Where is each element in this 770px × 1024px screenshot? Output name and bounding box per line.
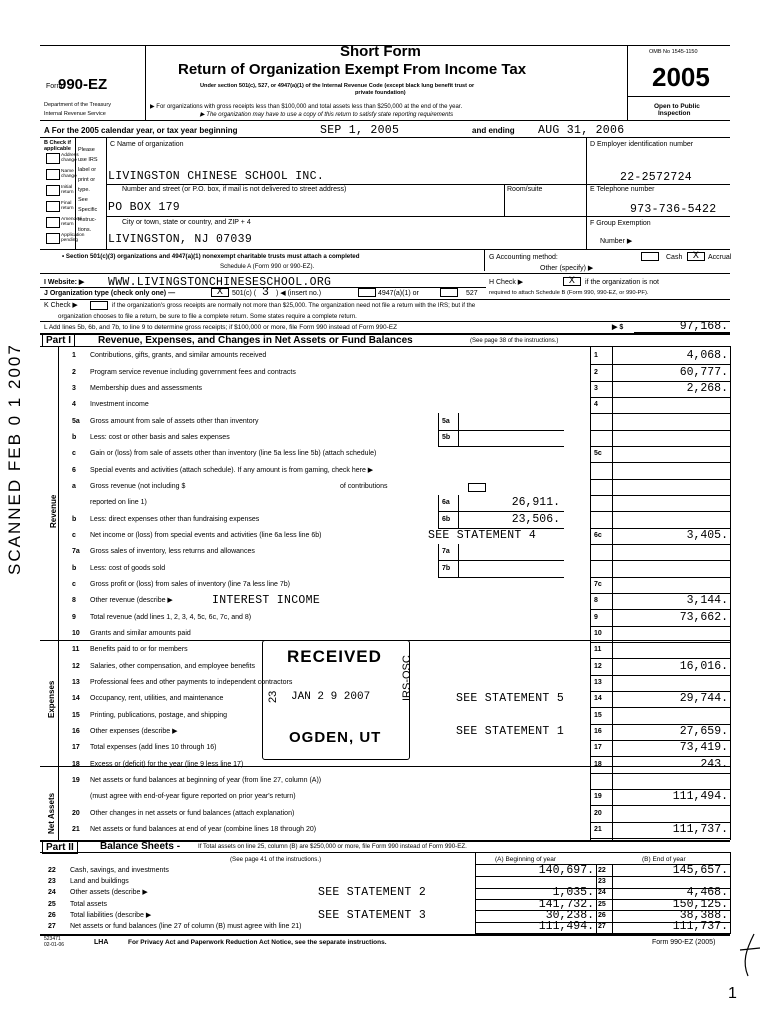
website-url: WWW.LIVINGSTONCHINESESCHOOL.ORG [108, 276, 332, 289]
schedule-b-checkbox[interactable]: X [563, 277, 581, 286]
sub-box-mid [458, 495, 459, 511]
sub-box-mid [458, 560, 459, 576]
received-side-2: 23 [267, 690, 279, 703]
subtitle-2: private foundation) [355, 90, 406, 96]
line-number: 11 [72, 646, 80, 654]
amount-rule [590, 626, 730, 627]
line-description: Investment income [90, 401, 149, 409]
line-number: 27 [48, 923, 56, 931]
line-number: 3 [72, 384, 76, 392]
received-stamp [262, 640, 413, 760]
b-checkbox[interactable] [46, 169, 60, 180]
line-number: b [72, 433, 77, 441]
line-number: 24 [48, 889, 56, 897]
statement-ref: SEE STATEMENT 2 [318, 886, 427, 900]
sub-box-mid [458, 544, 459, 560]
street-label: Number and street (or P.O. box, if mail is not delivered to street address) [122, 186, 347, 193]
527-checkbox[interactable] [440, 288, 458, 297]
line-description: Occupancy, rent, utilities, and maintenance [90, 695, 224, 703]
side-revenue: Revenue [49, 494, 58, 528]
column-number: 17 [594, 744, 602, 752]
amount-rule [590, 805, 730, 806]
sub-box-left [438, 511, 439, 527]
4947-label: 4947(a)(1) or [378, 290, 419, 297]
sub-box-left [438, 413, 439, 429]
sub-amount: 23,506. [511, 512, 560, 526]
threshold-note: ▶ For organizations with gross receipts less than $100,000 and total assets less than $250,000 at the end of the year. [150, 104, 463, 110]
b-checkbox[interactable] [46, 217, 60, 228]
statement-ref: SEE STATEMENT 4 [428, 528, 537, 542]
amount-rule [590, 430, 730, 431]
line-number: 4 [72, 401, 76, 409]
line-l-text: L Add lines 5b, 6b, and 7b, to line 9 to determine gross receipts; if $100,000 or more, file Form 990 instead of Form 990-EZ [44, 324, 398, 331]
received-date: JAN 2 9 2007 [291, 691, 371, 703]
part-1-title: Revenue, Expenses, and Changes in Net Assets or Fund Balances [98, 335, 413, 346]
line-description-2: of contributions [340, 482, 388, 490]
schedule-a-note: Schedule A (Form 990 or 990-EZ). [220, 263, 315, 270]
received-text: RECEIVED [287, 647, 382, 666]
scanned-stamp: SCANNED FEB 0 1 2007 [5, 343, 24, 575]
c-label: C Name of organization [110, 141, 184, 148]
amount-rule [590, 446, 730, 447]
beginning-amount: 30,238. [545, 909, 594, 922]
line-number: c [72, 531, 76, 539]
line-number: 18 [72, 760, 80, 768]
b-checkbox[interactable] [46, 185, 60, 196]
footer-code: 523471 02-01-06 [44, 936, 65, 948]
line-number: 1 [72, 352, 76, 360]
column-number: 10 [594, 629, 602, 637]
sub-box-left [438, 544, 439, 560]
part-2-note: If Total assets on line 25, column (B) are $250,000 or more, file Form 990 instead of Form 990-EZ. [198, 843, 467, 850]
insert-no: ) ◀ (insert no.) [276, 290, 322, 297]
line-description: Gross revenue (not including $ [90, 482, 186, 490]
column-number: 13 [594, 678, 602, 686]
column-number: 15 [594, 711, 602, 719]
b-item-label: Initial return [61, 185, 74, 195]
and-ending-label: and ending [472, 126, 515, 135]
tax-year-begin: SEP 1, 2005 [320, 124, 400, 137]
column-number: 22 [598, 866, 606, 874]
line-description: Benefits paid to or for members [90, 646, 188, 654]
line-description: Net income or (loss) from special events and activities (line 6a less line 6b) [90, 531, 322, 539]
line-number: 9 [72, 613, 76, 621]
line-number: 21 [72, 825, 80, 833]
phone: 973-736-5422 [630, 203, 717, 216]
line-amount: 2,268. [686, 381, 728, 395]
line-number: 22 [48, 866, 56, 874]
line-description: Net assets or fund balances (line 27 of column (B) must agree with line 21) [70, 923, 302, 931]
title-main: Return of Organization Exempt From Income Tax [178, 61, 527, 78]
form-name: 990-EZ [58, 76, 108, 93]
ein: 22-2572724 [620, 171, 693, 184]
part-1-label: Part I [42, 334, 75, 347]
column-number: 25 [598, 900, 606, 908]
line-number: a [72, 482, 76, 490]
col-b-header: (B) End of year [642, 856, 686, 863]
line-description: Gross profit or (loss) from sales of inventory (line 7a less line 7b) [90, 580, 290, 588]
column-number: 27 [598, 923, 606, 931]
line-number: 23 [48, 878, 56, 885]
sub-line-rule [438, 577, 564, 578]
b-checkbox[interactable] [46, 233, 60, 244]
column-number: 26 [598, 912, 606, 919]
line-description: Excess or (deficit) for the year (line 9 less line 17) [90, 760, 244, 768]
line-description: Professional fees and other payments to independent contractors [90, 678, 293, 686]
other-method: Other (specify) ▶ [540, 265, 594, 272]
line-amount: 243. [700, 757, 728, 771]
line-number: 12 [72, 662, 80, 670]
line-number: b [72, 515, 77, 523]
line-amount: 73,419. [679, 741, 728, 755]
state-note: ▶ The organization may have to use a copy of this return to satisfy state reporting requirements [200, 112, 454, 118]
amount-rule [590, 413, 730, 414]
k-text-2: organization chooses to file a return, be sure to file a complete return. Some states require a complete return. [58, 313, 357, 320]
k-check: K Check ▶ [44, 302, 78, 309]
open-public: Open to Public [654, 103, 700, 110]
end-amount: 150,125. [672, 897, 728, 911]
column-number: 20 [594, 809, 602, 817]
statement-ref: SEE STATEMENT 1 [456, 724, 565, 738]
column-number: 2 [594, 368, 598, 376]
statement-ref: SEE STATEMENT 5 [456, 692, 565, 706]
side-net-assets: Net Assets [47, 792, 56, 834]
line-description: Other changes in net assets or fund balances (attach explanation) [90, 809, 295, 817]
beginning-amount: 140,697. [538, 863, 594, 877]
line-description: Program service revenue including government fees and contracts [90, 368, 296, 376]
footer-form: Form 990-EZ (2005) [652, 939, 716, 946]
d-label: D Employer identification number [590, 141, 694, 148]
k-checkbox[interactable] [90, 301, 108, 310]
line-description: Other expenses (describe ▶ [90, 727, 178, 735]
501c-label: 501(c) ( [232, 290, 257, 297]
beginning-amount: 141,732. [538, 897, 594, 911]
line-description: Membership dues and assessments [90, 384, 203, 392]
f-label-2: Number ▶ [600, 238, 633, 245]
g-label: G Accounting method: [489, 254, 558, 261]
line-description: Net assets or fund balances at end of year (combine lines 18 through 20) [90, 825, 317, 833]
line-amount: 111,494. [672, 790, 728, 804]
accrual-label: Accrual [708, 254, 732, 261]
sub-box-left [438, 430, 439, 446]
line-description: Total expenses (add lines 10 through 16) [90, 744, 217, 752]
line-description: Less: cost or other basis and sales expenses [90, 433, 230, 441]
please-line: tions. [78, 227, 92, 233]
irs-label: Internal Revenue Service [44, 111, 106, 117]
501c-checkbox[interactable]: X [211, 288, 229, 297]
end-amount: 38,388. [679, 909, 728, 922]
line-description: Gross sales of inventory, less returns and allowances [90, 548, 255, 556]
city-state-zip: LIVINGSTON, NJ 07039 [108, 233, 253, 246]
527-label: 527 [466, 290, 478, 297]
line-description: Total liabilities (describe ▶ [70, 912, 152, 919]
end-amount: 111,737. [672, 920, 728, 934]
end-amount: 4,468. [686, 886, 728, 900]
cash-label: Cash [666, 254, 683, 261]
b-checkbox[interactable] [46, 153, 60, 164]
tax-year-end: AUG 31, 2006 [538, 124, 625, 137]
line-number: 19 [72, 776, 80, 784]
amount-rule [590, 773, 730, 774]
end-amount: 145,657. [672, 863, 728, 877]
please-line: label or [78, 167, 97, 173]
e-label: E Telephone number [590, 186, 655, 193]
line-number: 10 [72, 629, 80, 637]
b-checkbox[interactable] [46, 201, 60, 212]
line-number: 25 [48, 900, 56, 908]
column-number: 4 [594, 401, 598, 409]
column-number: 14 [594, 695, 602, 703]
line-description: Grants and similar amounts paid [90, 629, 191, 637]
subtitle: Under section 501(c), 527, or 4947(a)(1) of the Internal Revenue Code (except black lung benefit trust or [200, 83, 475, 89]
sub-line-number: 6b [442, 515, 451, 523]
line-number: 8 [72, 597, 76, 605]
line-description: Net assets or fund balances at beginning of year (from line 27, column (A)) [90, 776, 322, 784]
title-short-form: Short Form [340, 43, 421, 60]
side-expenses: Expenses [47, 680, 56, 718]
other-revenue-desc: INTEREST INCOME [212, 594, 321, 608]
room-label: Room/suite [507, 186, 543, 193]
line-description: reported on line 1) [90, 499, 147, 507]
please-line: See [78, 197, 88, 203]
statement-ref: SEE STATEMENT 3 [318, 909, 427, 922]
amount-rule [590, 577, 730, 578]
line-description: Gross amount from sale of assets other than inventory [90, 417, 259, 425]
line-number: c [72, 450, 76, 458]
line-number: 2 [72, 368, 76, 376]
line-description: Total assets [70, 900, 107, 908]
column-number: 24 [598, 889, 606, 897]
line-number: 26 [48, 912, 56, 919]
amount-rule [590, 560, 730, 561]
line-amount: 16,016. [679, 659, 728, 673]
column-number: 21 [594, 825, 602, 833]
received-side: IRS-OSC [401, 655, 413, 701]
line-number: 13 [72, 678, 80, 686]
column-number: 6c [594, 531, 602, 539]
website-label: I Website: ▶ [44, 279, 85, 286]
please-line: type. [78, 187, 90, 193]
part-2-label: Part II [42, 841, 78, 854]
sub-line-number: 5b [442, 433, 451, 441]
amount-rule [590, 675, 730, 676]
line-description: Printing, publications, postage, and shipping [90, 711, 227, 719]
line-number: 5a [72, 417, 80, 425]
city-label: City or town, state or country, and ZIP + 4 [122, 219, 251, 226]
sub-line-rule [438, 446, 564, 447]
amount-rule [590, 462, 730, 463]
section-501-note: • Section 501(c)(3) organizations and 4947(a)(1) nonexempt charitable trusts must attach a completed [62, 253, 360, 260]
amount-rule [590, 838, 730, 839]
sub-line-number: 7b [442, 564, 451, 572]
line-description: Other assets (describe ▶ [70, 889, 148, 897]
line-amount: 29,744. [679, 692, 728, 706]
street-address: PO BOX 179 [108, 201, 181, 214]
org-type-label: J Organization type (check only one) — [44, 290, 176, 297]
4947-checkbox[interactable] [358, 288, 376, 297]
privacy-notice: For Privacy Act and Paperwork Reduction Act Notice, see the separate instructions. [128, 939, 387, 946]
line-amount: 3,405. [686, 528, 728, 542]
h-text-2: required to attach Schedule B (Form 990, 990-EZ, or 990-PF). [489, 290, 649, 296]
h-text: if the organization is not [585, 279, 659, 286]
sub-box-left [438, 495, 439, 511]
sub-amount: 26,911. [511, 496, 560, 510]
sub-box-left [438, 560, 439, 576]
column-number: 23 [598, 878, 606, 885]
amount-rule [590, 495, 730, 496]
column-number: 3 [594, 384, 598, 392]
f-label: F Group Exemption [590, 220, 651, 227]
column-number: 16 [594, 727, 602, 735]
line-a-label: A For the 2005 calendar year, or tax year beginning [44, 126, 238, 135]
amount-rule [590, 479, 730, 480]
h-label: H Check ▶ [489, 279, 524, 286]
please-line: Please [78, 147, 95, 153]
line-description: Cash, savings, and investments [70, 866, 169, 874]
b-item-label: Final return [61, 201, 74, 211]
line-number: 14 [72, 695, 80, 703]
amount-rule [590, 544, 730, 545]
sub-line-rule [438, 430, 564, 431]
gaming-checkbox[interactable] [468, 483, 486, 492]
gross-receipts: 97,168. [679, 320, 728, 333]
line-number: 6 [72, 466, 76, 474]
please-line: Specific [78, 207, 98, 213]
line-number: 7a [72, 548, 80, 556]
signature-mark [736, 930, 764, 980]
column-number: 8 [594, 597, 598, 605]
line-number: 15 [72, 711, 80, 719]
line-amount: 4,068. [686, 349, 728, 363]
b-item-label: Address change [61, 153, 79, 163]
tax-year: 2005 [652, 62, 710, 92]
dept-treasury: Department of the Treasury [44, 102, 111, 108]
amount-rule [590, 642, 730, 643]
column-number: 9 [594, 613, 598, 621]
sub-line-number: 6a [442, 499, 450, 507]
beginning-amount: 1,035. [552, 886, 594, 900]
amount-rule [590, 397, 730, 398]
column-number: 18 [594, 760, 602, 768]
line-number: b [72, 564, 77, 572]
beginning-amount: 111,494. [538, 920, 594, 934]
column-number: 11 [594, 646, 602, 654]
please-line: use IRS [78, 157, 98, 163]
line-amount: 111,737. [672, 822, 728, 836]
amount-rule [590, 511, 730, 512]
line-description: Less: cost of goods sold [90, 564, 166, 572]
part-1-note: (See page 38 of the instructions.) [470, 338, 559, 344]
line-description: Land and buildings [70, 878, 129, 885]
col-a-header: (A) Beginning of year [495, 856, 557, 863]
b-label: B Check if applicable [44, 140, 71, 152]
b-item-label: Amended return [61, 217, 82, 227]
sub-box-mid [458, 413, 459, 429]
column-number: 1 [594, 352, 598, 360]
page-number: 1 [728, 985, 737, 1002]
sub-line-number: 7a [442, 548, 450, 556]
part-2-see: (See page 41 of the instructions.) [230, 856, 322, 863]
k-text: if the organization's gross receipts are normally not more than $25,000. The organization need not file a return with the IRS; but if the [112, 302, 476, 309]
line-description: Less: direct expenses other than fundraising expenses [90, 515, 260, 523]
line-description: Total revenue (add lines 1, 2, 3, 4, 5c, 6c, 7c, and 8) [90, 613, 252, 621]
501c-number: 3 [262, 286, 270, 299]
received-city: OGDEN, UT [289, 729, 382, 746]
sub-line-number: 5a [442, 417, 450, 425]
line-description: Other revenue (describe ▶ [90, 597, 173, 605]
line-amount: 60,777. [679, 365, 728, 379]
accrual-checkbox[interactable]: X [687, 252, 705, 261]
inspection: Inspection [658, 110, 691, 117]
form-prefix: Form [46, 83, 63, 90]
sub-box-mid [458, 511, 459, 527]
line-number: c [72, 580, 76, 588]
please-line: print or [78, 177, 96, 183]
line-number: 20 [72, 809, 80, 817]
column-number: 12 [594, 662, 602, 670]
column-number: 5c [594, 450, 602, 458]
line-description: Special events and activities (attach schedule). If any amount is from gaming, check here ▶ [90, 466, 374, 474]
line-number: 17 [72, 744, 80, 752]
line-l-arrow: ▶ $ [612, 324, 624, 331]
line-amount: 73,662. [679, 610, 728, 624]
please-line: Instruc- [78, 217, 97, 223]
footer-lha: LHA [94, 939, 109, 946]
line-description: Gain or (loss) from sale of assets other than inventory (line 5a less line 5b) (attach schedule) [90, 450, 377, 458]
sub-box-mid [458, 430, 459, 446]
org-name: LIVINGSTON CHINESE SCHOOL INC. [108, 170, 325, 183]
part-2-title: Balance Sheets - [100, 841, 181, 852]
omb-number: OMB No 1545-1150 [649, 49, 698, 55]
line-number: 16 [72, 727, 80, 735]
cash-checkbox[interactable] [641, 252, 659, 261]
line-description: Salaries, other compensation, and employee benefits [90, 662, 255, 670]
line-description: (must agree with end-of-year figure reported on prior year's return) [90, 793, 296, 801]
line-description: Contributions, gifts, grants, and similar amounts received [90, 352, 267, 360]
column-number: 7c [594, 580, 602, 588]
line-amount: 3,144. [686, 594, 728, 608]
b-item-label: Application pending [61, 233, 85, 243]
line-amount: 27,659. [679, 724, 728, 738]
column-number: 19 [594, 793, 602, 801]
sub-line-rule [438, 560, 564, 561]
amount-rule [590, 707, 730, 708]
b-item-label: Name change [61, 169, 77, 179]
